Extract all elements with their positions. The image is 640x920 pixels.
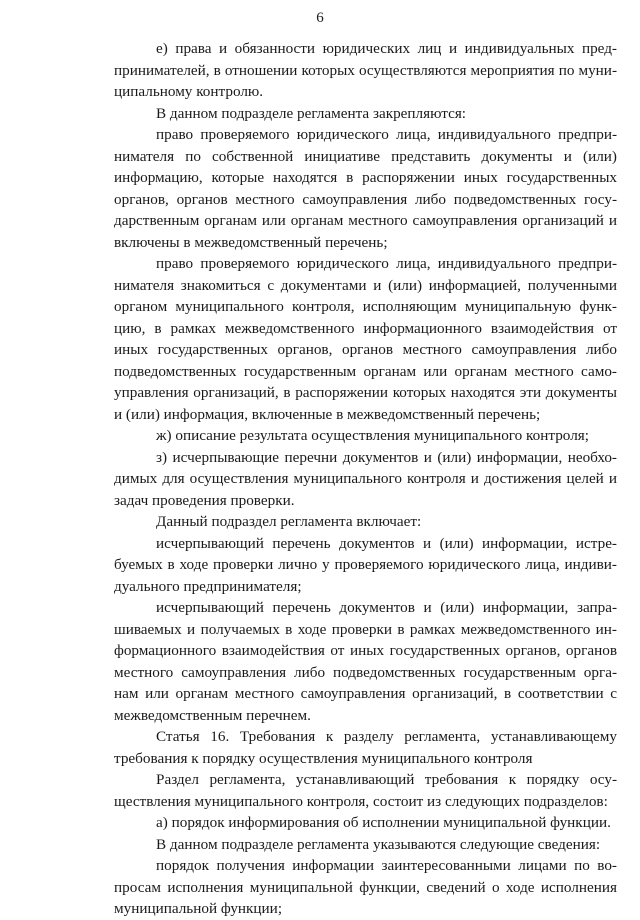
text-line: право проверяемого юридического лица, индивидуального предпри- <box>156 126 617 143</box>
document-body <box>114 38 617 920</box>
text-line: ж) описание результата осуществления муниципального контроля; <box>156 427 589 444</box>
text-line: межведомственным перечнем. <box>114 706 311 724</box>
paragraph <box>114 38 617 103</box>
text-line: исчерпывающий перечень документов и (или) информации, запра- <box>156 599 617 616</box>
text-line: Раздел регламента, устанавливающий требования к порядку осу- <box>156 771 617 788</box>
paragraph <box>114 769 617 812</box>
text-line: дуального предпринимателя; <box>114 577 302 595</box>
text-line: формационного взаимодействия от иных государственных органов, органов <box>114 642 617 659</box>
text-line: просам исполнения муниципальной функции, сведений о ходе исполнения <box>114 878 617 896</box>
text-line: Данный подраздел регламента включает: <box>156 513 422 530</box>
text-line: местного самоуправления либо подведомственных государственным орга- <box>114 663 617 681</box>
text-line: ципальному контролю. <box>114 83 264 100</box>
text-line: порядок получения информации заинтересованными лицами по во- <box>156 857 617 874</box>
text-line: дарственным органам или органам местного самоуправления организаций и <box>114 212 617 229</box>
paragraph <box>114 812 617 834</box>
text-line: димых для осуществления муниципального контроля и достижения целей и <box>114 470 617 487</box>
paragraph <box>114 253 617 425</box>
paragraph <box>114 124 617 253</box>
text-line: требования к порядку осуществления муниципального контроля <box>114 749 533 767</box>
text-line: исчерпывающий перечень документов и (или) информации, истре- <box>156 534 617 552</box>
text-line: В данном подразделе регламента закрепляются: <box>156 104 467 122</box>
text-line: шиваемых и получаемых в ходе проверки в рамках межведомственного ин- <box>114 620 617 638</box>
paragraph <box>114 855 617 920</box>
text-line: муниципальной функции; <box>114 900 283 917</box>
text-line: ществления муниципального контроля, состоит из следующих подразделов: <box>114 792 608 810</box>
text-line: органом муниципального контроля, исполняющим муниципальную функ- <box>114 298 617 315</box>
text-line: а) порядок информирования об исполнении муниципальной функции. <box>156 814 611 831</box>
paragraph <box>114 834 617 856</box>
text-line: информацию, которые находятся в распоряжении иных государственных <box>114 169 617 186</box>
article-heading <box>114 726 617 769</box>
text-line: задач проведения проверки. <box>114 491 295 509</box>
text-line: нимателя по собственной инициативе представить документы и (или) <box>114 147 617 165</box>
text-line: з) исчерпывающие перечни документов и (или) информации, необхо- <box>156 448 617 466</box>
text-line: иных государственных органов, органов местного самоуправления либо <box>114 341 617 358</box>
text-line: включены в межведомственный перечень; <box>114 233 388 251</box>
paragraph <box>114 425 617 447</box>
text-line: подведомственных государственным органам или органам местного само- <box>114 362 617 380</box>
text-line: е) права и обязанности юридических лиц и индивидуальных пред- <box>156 40 617 57</box>
paragraph <box>114 103 617 125</box>
paragraph <box>114 447 617 512</box>
text-line: управления организаций, в распоряжении которых находятся эти документы <box>114 384 617 401</box>
text-line: право проверяемого юридического лица, индивидуального предпри- <box>156 255 617 272</box>
text-line: нимателя знакомиться с документами и (или) информацией, полученными <box>114 276 617 294</box>
paragraph <box>114 511 617 533</box>
text-line: Статья 16. Требования к разделу регламента, устанавливающему <box>156 728 617 745</box>
text-line: нам или органам местного самоуправления организаций, в соответствии с <box>114 685 617 702</box>
text-line: принимателей, в отношении которых осуществляются мероприятия по муни- <box>114 61 617 79</box>
paragraph <box>114 533 617 598</box>
paragraph <box>114 597 617 726</box>
text-line: и (или) информация, включенные в межведомственный перечень; <box>114 405 541 423</box>
page-number: 6 <box>316 10 324 26</box>
text-line: органов, органов местного самоуправления либо подведомственных госу- <box>114 190 617 208</box>
text-line: цию, в рамках межведомственного информационного взаимодействия от <box>114 319 617 337</box>
text-line: В данном подразделе регламента указываются следующие сведения: <box>156 835 601 853</box>
text-line: буемых в ходе проверки лично у проверяемого юридического лица, индиви- <box>114 556 617 573</box>
